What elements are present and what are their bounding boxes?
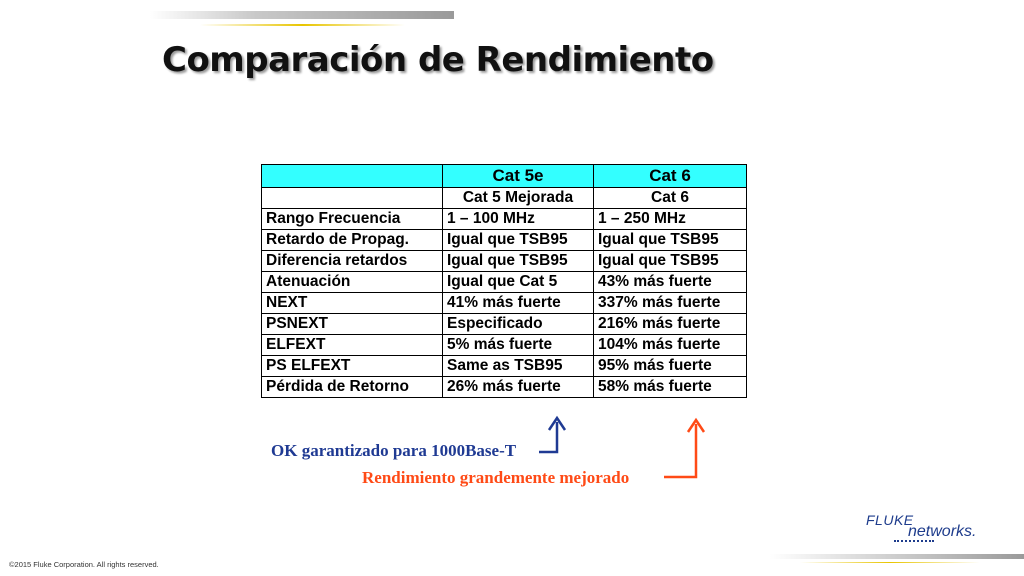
cat5e-cell: Especificado (443, 314, 594, 335)
cat6-cell: 95% más fuerte (594, 356, 747, 377)
cat5e-cell: 41% más fuerte (443, 293, 594, 314)
table-row (262, 209, 747, 230)
cat6-cell: 58% más fuerte (594, 377, 747, 398)
cat6-cell: 216% más fuerte (594, 314, 747, 335)
cat6-cell: Igual que TSB95 (594, 251, 747, 272)
table-row (262, 251, 747, 272)
cat5e-cell: 1 – 100 MHz (443, 209, 594, 230)
cat5e-cell: Igual que TSB95 (443, 230, 594, 251)
logo-line-fluke: FLUKE (866, 512, 914, 528)
row-label: Pérdida de Retorno (262, 377, 443, 398)
top-decorative-line (200, 24, 405, 26)
logo-line-networks: networks. (908, 523, 977, 540)
comparison-table (261, 164, 747, 398)
table-row (262, 230, 747, 251)
table-row (262, 335, 747, 356)
cat6-cell: 1 – 250 MHz (594, 209, 747, 230)
row-label: NEXT (262, 293, 443, 314)
header-cell-cat5e: Cat 5e (443, 165, 594, 188)
blue-arrow (539, 418, 565, 452)
row-label: ELFEXT (262, 335, 443, 356)
subheader-cell-cat5e: Cat 5 Mejorada (443, 188, 594, 209)
logo-dots (894, 540, 934, 544)
cat6-cell: 43% más fuerte (594, 272, 747, 293)
slide-title: Comparación de Rendimiento (162, 40, 714, 80)
table-row (262, 293, 747, 314)
subheader-cell-empty (262, 188, 443, 209)
table-header-row (262, 165, 747, 188)
cat5e-cell: Same as TSB95 (443, 356, 594, 377)
subheader-cell-cat6: Cat 6 (594, 188, 747, 209)
header-cell-cat6: Cat 6 (594, 165, 747, 188)
row-label: PS ELFEXT (262, 356, 443, 377)
table-subheader-row (262, 188, 747, 209)
cat5e-cell: Igual que Cat 5 (443, 272, 594, 293)
table-row (262, 356, 747, 377)
row-label: Diferencia retardos (262, 251, 443, 272)
cat6-cell: 337% más fuerte (594, 293, 747, 314)
table-row (262, 272, 747, 293)
table-row (262, 377, 747, 398)
bottom-decorative-line (800, 562, 980, 563)
cat6-cell: 104% más fuerte (594, 335, 747, 356)
cat6-cell: Igual que TSB95 (594, 230, 747, 251)
red-arrow (664, 420, 704, 477)
bottom-decorative-bar (770, 554, 1024, 559)
header-cell-empty (262, 165, 443, 188)
table-row (262, 314, 747, 335)
fluke-networks-logo (864, 512, 994, 546)
cat5e-cell: 26% más fuerte (443, 377, 594, 398)
ok-annotation-label: OK garantizado para 1000Base-T (271, 441, 517, 460)
cat5e-cell: 5% más fuerte (443, 335, 594, 356)
copyright-footer: ©2015 Fluke Corporation. All rights reserved. (9, 560, 159, 569)
row-label: PSNEXT (262, 314, 443, 335)
row-label: Rango Frecuencia (262, 209, 443, 230)
row-label: Atenuación (262, 272, 443, 293)
performance-annotation-label: Rendimiento grandemente mejorado (362, 468, 630, 487)
row-label: Retardo de Propag. (262, 230, 443, 251)
cat5e-cell: Igual que TSB95 (443, 251, 594, 272)
top-decorative-bar (150, 11, 454, 19)
